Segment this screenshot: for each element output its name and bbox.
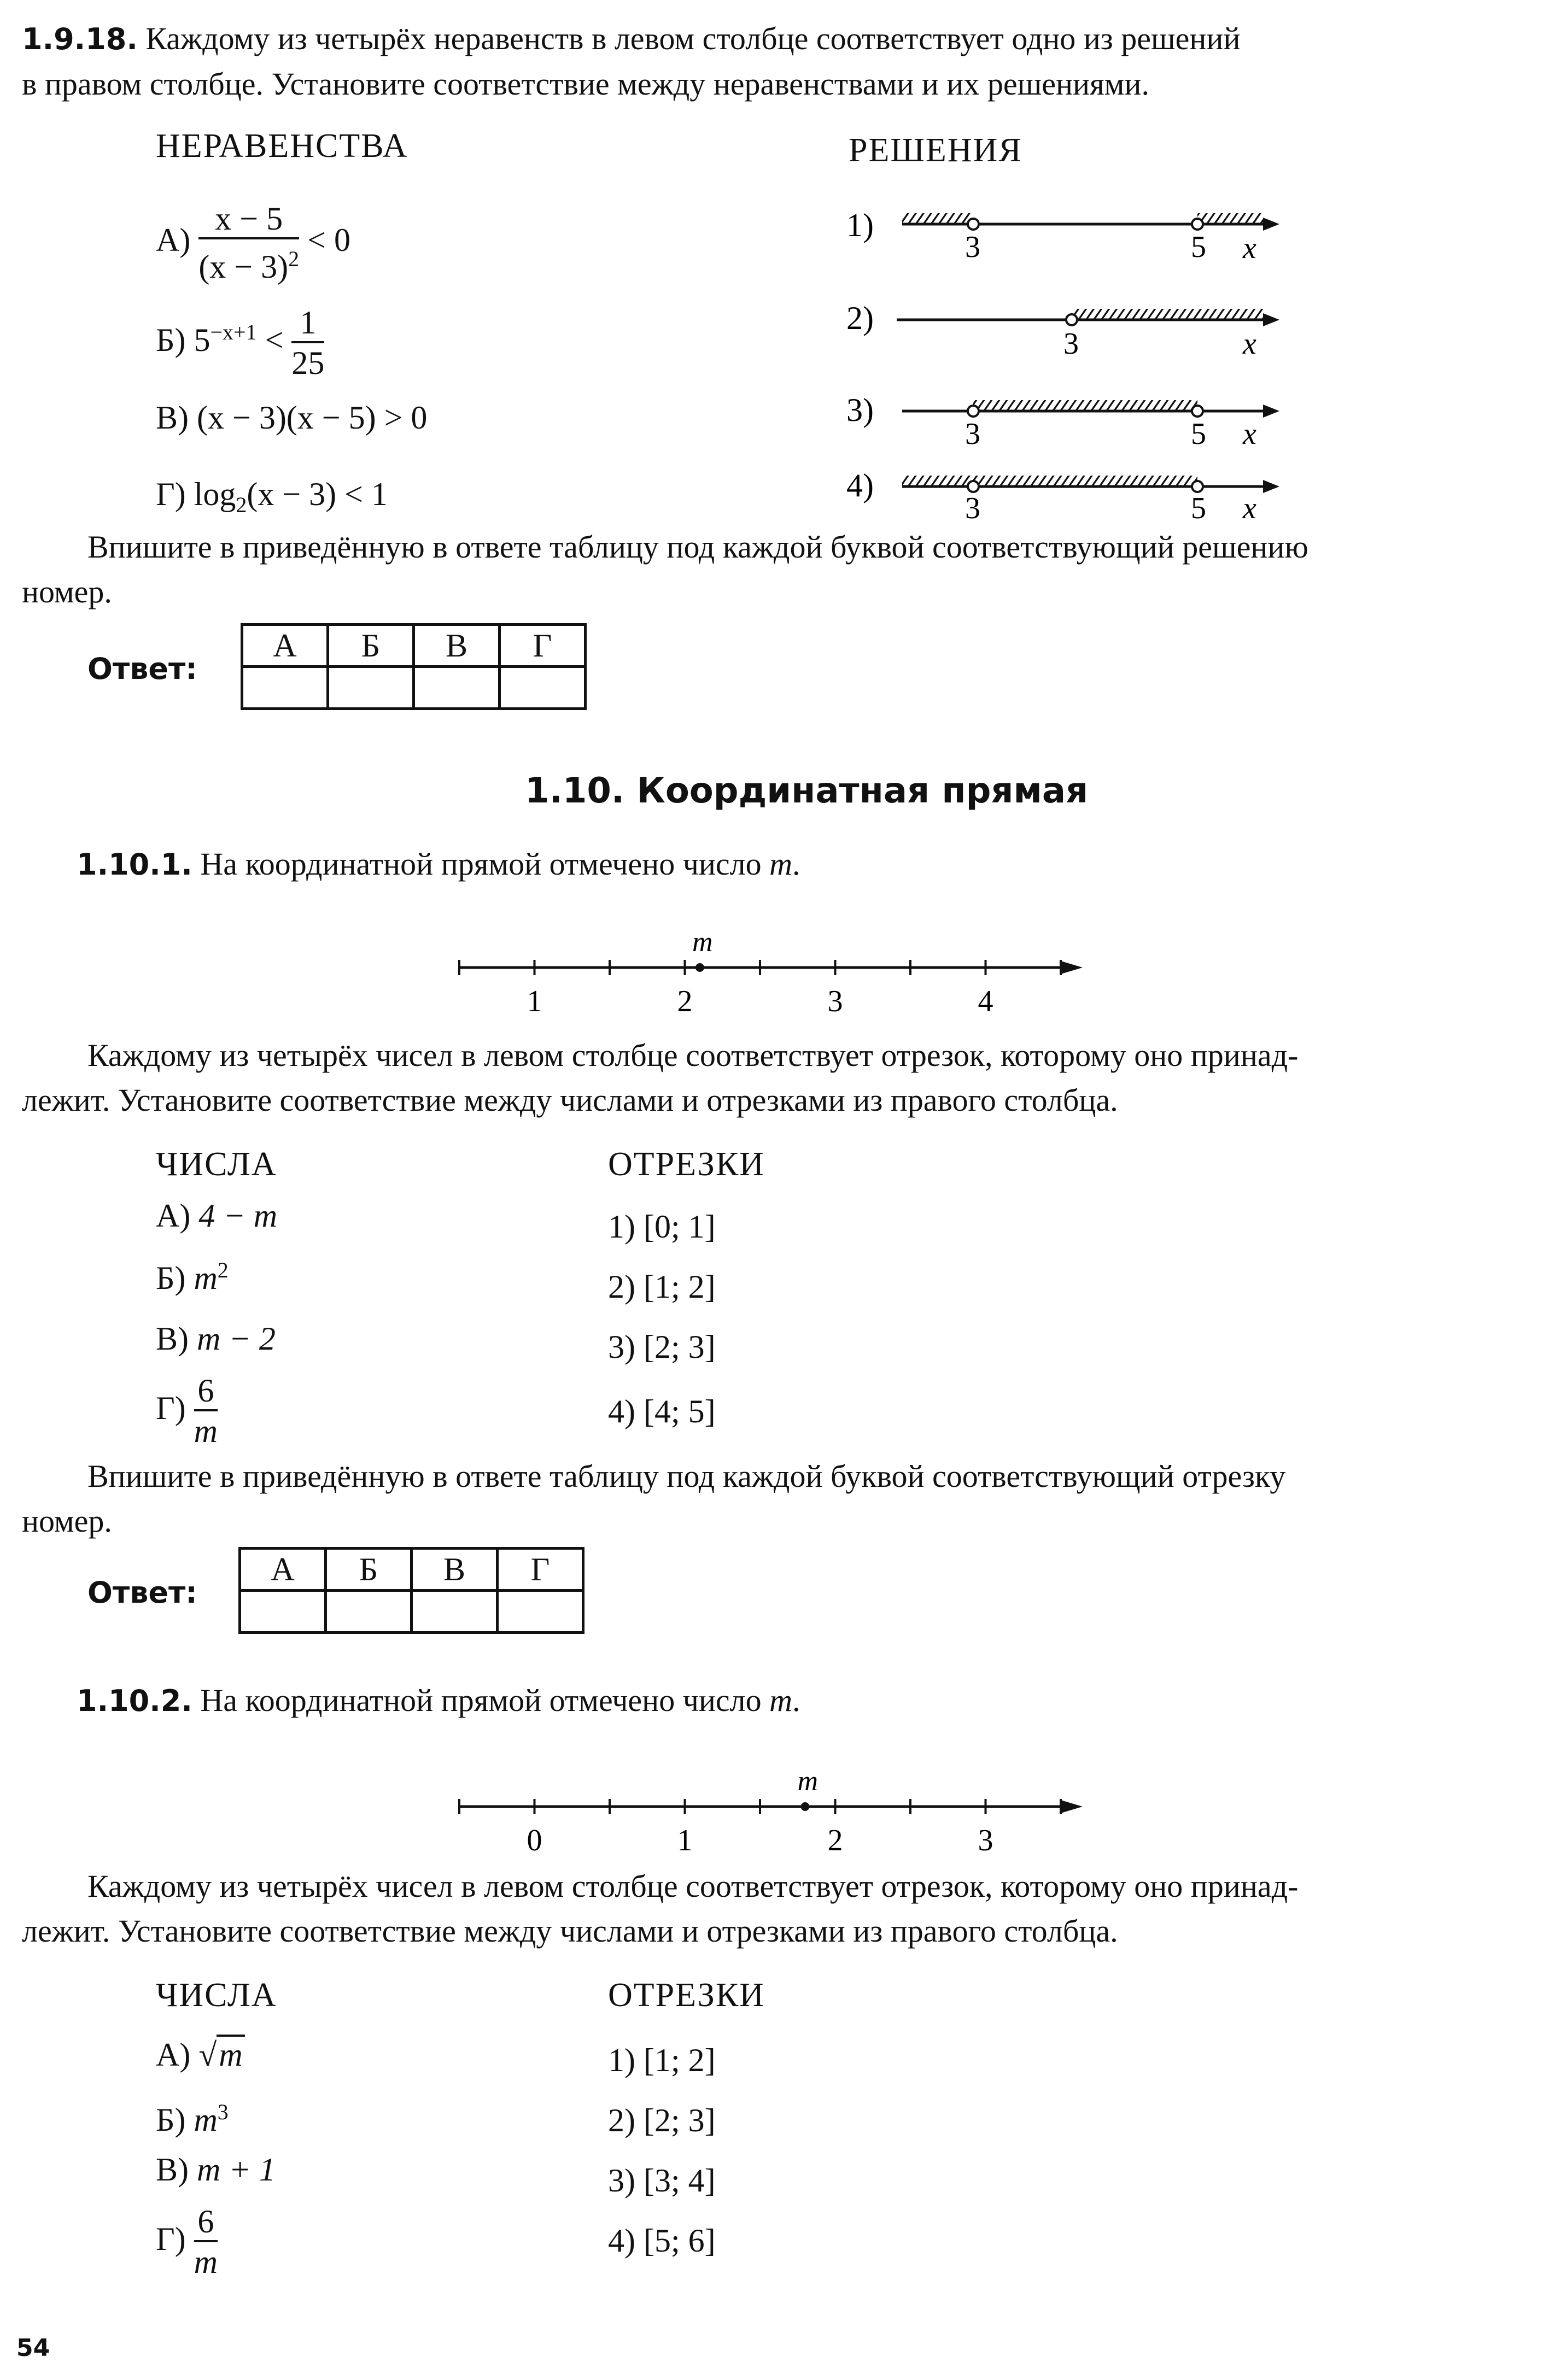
fraction-denominator: m xyxy=(194,1413,218,1449)
tick-label: 3 xyxy=(1063,327,1079,361)
number-b xyxy=(156,2099,229,2139)
log-base: 2 xyxy=(236,493,247,517)
power-base: 5 xyxy=(194,321,211,358)
answer-col-b-header: Б xyxy=(328,625,414,667)
answer-col-c-header: В xyxy=(412,1549,498,1591)
solution-2 xyxy=(846,300,1279,361)
answer-cell-a[interactable] xyxy=(240,1591,326,1633)
fraction-denominator xyxy=(198,239,299,286)
fraction-denominator: m xyxy=(194,2244,218,2280)
sqrt-sign: √ xyxy=(198,2037,217,2073)
section-title: 1.10. Координатная прямая xyxy=(525,771,1089,811)
hatched-region xyxy=(902,476,1197,486)
open-point xyxy=(1192,219,1203,230)
segment-3: 3) [2; 3] xyxy=(608,1329,716,1365)
relation: < xyxy=(256,321,292,358)
hatched-region xyxy=(973,400,1197,411)
open-point xyxy=(968,481,979,492)
answer-cell-c[interactable] xyxy=(412,1591,498,1633)
inequality-a xyxy=(156,200,350,286)
segments-heading: ОТРЕЗКИ xyxy=(608,1146,765,1183)
tick-label: 2 xyxy=(677,984,693,1018)
number-expression: m − 2 xyxy=(197,1321,276,1357)
problem-1-10-2-text xyxy=(77,1678,1498,1724)
tick-label: 3 xyxy=(965,491,980,525)
item-label: В) xyxy=(156,400,189,436)
fraction xyxy=(291,304,324,383)
tick-label: 3 xyxy=(827,984,843,1018)
axis-arrow xyxy=(1263,218,1279,231)
axis-arrow xyxy=(1061,961,1083,974)
period: . xyxy=(792,846,800,882)
denominator-base: (x − 3) xyxy=(198,249,289,285)
fraction xyxy=(194,1372,218,1451)
number-expression: 4 − m xyxy=(198,1198,278,1234)
point-label: m xyxy=(692,927,713,958)
answer-col-b-header: Б xyxy=(326,1549,412,1591)
answer-col-d-header: Г xyxy=(498,1549,583,1591)
problem-id: 1.10.2. xyxy=(77,1684,192,1718)
axis-arrow xyxy=(1263,313,1279,326)
fraction-numerator: 6 xyxy=(194,1372,218,1411)
problem-text-line2: в правом столбце. Установите соответствие между неравенствами и их решениями. xyxy=(22,66,1149,102)
open-point xyxy=(968,406,979,417)
fraction-numerator: 1 xyxy=(291,304,324,343)
tick-label: 2 xyxy=(827,1824,843,1857)
description-1-10-1 xyxy=(22,1033,1531,1123)
fraction-numerator: 6 xyxy=(194,2203,218,2242)
answer-col-c-header: В xyxy=(414,625,500,667)
number-d xyxy=(156,2203,218,2282)
numbers-heading: ЧИСЛА xyxy=(156,1977,277,2014)
marked-point xyxy=(801,1802,810,1811)
hatched-region xyxy=(1197,213,1263,224)
instruction-line2: номер. xyxy=(22,1503,112,1539)
marked-point xyxy=(695,963,704,972)
tick-label: 5 xyxy=(1191,417,1206,451)
axis-arrow xyxy=(1263,405,1279,418)
problem-text: На координатной прямой отмечено число xyxy=(192,846,770,882)
description-line2: лежит. Установите соответствие между числами и отрезками из правого столбца. xyxy=(22,1913,1118,1949)
inequality-tail: < 0 xyxy=(299,221,350,258)
tick-label: 0 xyxy=(527,1824,542,1857)
number-line-2 xyxy=(448,1755,1094,1864)
inequality-b xyxy=(156,304,324,383)
item-label: Г) xyxy=(156,1390,186,1426)
instruction-1-9-18 xyxy=(22,525,1531,614)
segment-1: 1) [1; 2] xyxy=(608,2042,716,2078)
answer-cell-b[interactable] xyxy=(328,667,414,709)
fraction xyxy=(198,200,299,286)
power-exponent: 2 xyxy=(217,1258,229,1282)
tick-label: 1 xyxy=(677,1824,693,1857)
solutions-diagrams xyxy=(842,197,1334,525)
item-label: А) xyxy=(156,221,191,258)
problem-id: 1.9.18. xyxy=(22,22,138,56)
description-line2: лежит. Установите соответствие между числами и отрезками из правого столбца. xyxy=(22,1082,1118,1118)
tick-label: 3 xyxy=(978,1824,993,1857)
answer-cell-d[interactable] xyxy=(500,667,586,709)
power-exponent: 3 xyxy=(217,2100,229,2124)
number-c xyxy=(156,1320,276,1358)
tick-label: 1 xyxy=(527,984,542,1018)
item-label: В) xyxy=(156,1321,189,1357)
segment-1: 1) [0; 1] xyxy=(608,1209,716,1245)
tick-label: 5 xyxy=(1191,230,1206,264)
variable: m xyxy=(769,1683,792,1718)
problem-1-9-18-text xyxy=(22,16,1531,107)
period: . xyxy=(792,1683,800,1718)
solutions-heading: РЕШЕНИЯ xyxy=(849,132,1022,169)
problem-text: На координатной прямой отмечено число xyxy=(192,1683,770,1718)
hatched-region xyxy=(1072,309,1263,320)
segment-3: 3) [3; 4] xyxy=(608,2162,716,2199)
number-line-1 xyxy=(448,924,1094,1033)
inequality-d xyxy=(156,476,388,518)
answer-col-a-header: А xyxy=(240,1549,326,1591)
instruction-line1: Впишите в приведённую в ответе таблицу под каждой буквой соответствующий решению xyxy=(87,529,1308,565)
answer-cell-b[interactable] xyxy=(326,1591,412,1633)
number-c xyxy=(156,2151,276,2189)
item-label: Б) xyxy=(156,1260,186,1296)
axis-variable: x xyxy=(1243,231,1256,265)
point-label: m xyxy=(797,1766,819,1797)
inequality-expression: (x − 3) < 1 xyxy=(247,476,388,512)
answer-col-a-header: А xyxy=(242,625,328,667)
problem-text-line1: Каждому из четырёх неравенств в левом столбце соответствует одно из решений xyxy=(137,21,1241,56)
fraction xyxy=(194,2203,218,2282)
solution-1 xyxy=(846,207,1279,265)
item-label: А) xyxy=(156,1198,191,1234)
answer-label: Ответ: xyxy=(87,1575,197,1610)
axis-variable: x xyxy=(1243,327,1256,361)
open-point xyxy=(1192,406,1203,417)
item-label: Б) xyxy=(156,2102,186,2138)
page-number: 54 xyxy=(16,2334,50,2362)
segment-4: 4) [4; 5] xyxy=(608,1393,716,1429)
instruction-1-10-1 xyxy=(22,1454,1531,1544)
solution-label: 4) xyxy=(846,467,874,503)
problem-1-10-1-text xyxy=(77,842,1498,887)
axis-arrow xyxy=(1263,480,1279,493)
open-point xyxy=(1066,314,1077,325)
answer-cell-c[interactable] xyxy=(414,667,500,709)
problem-id: 1.10.1. xyxy=(77,847,192,882)
instruction-line1: Впишите в приведённую в ответе таблицу под каждой буквой соответствующий отрезку xyxy=(87,1458,1286,1494)
description-line1: Каждому из четырёх чисел в левом столбце соответствует отрезок, которому оно принад- xyxy=(87,1037,1299,1073)
inequalities-heading: НЕРАВЕНСТВА xyxy=(156,127,408,165)
answer-cell-d[interactable] xyxy=(498,1591,583,1633)
axis-variable: x xyxy=(1243,417,1256,451)
item-label: В) xyxy=(156,2152,189,2188)
solution-4 xyxy=(846,467,1279,525)
segments-heading: ОТРЕЗКИ xyxy=(608,1977,765,2014)
inequality-c xyxy=(156,399,427,437)
inequality-expression: (x − 3)(x − 5) > 0 xyxy=(197,400,428,436)
number-a xyxy=(156,2036,245,2074)
denominator-exponent: 2 xyxy=(288,247,300,271)
log-word: log xyxy=(194,476,236,512)
segment-2: 2) [1; 2] xyxy=(608,1269,716,1305)
open-point xyxy=(968,219,979,230)
number-a xyxy=(156,1197,277,1235)
tick-label: 5 xyxy=(1191,491,1206,525)
solution-3 xyxy=(846,392,1279,451)
description-line1: Каждому из четырёх чисел в левом столбце соответствует отрезок, которому оно принад- xyxy=(87,1868,1299,1904)
axis-arrow xyxy=(1061,1800,1083,1813)
number-d xyxy=(156,1372,218,1451)
item-label: Г) xyxy=(156,2220,186,2257)
instruction-line2: номер. xyxy=(22,574,112,609)
number-expression: m + 1 xyxy=(197,2152,276,2188)
open-point xyxy=(1192,481,1203,492)
power-base: m xyxy=(194,2102,218,2138)
tick-label: 3 xyxy=(965,417,980,451)
solution-label: 3) xyxy=(846,392,874,428)
tick-label: 4 xyxy=(978,984,993,1018)
number-b xyxy=(156,1257,229,1297)
item-label: Г) xyxy=(156,476,186,512)
segment-4: 4) [5; 6] xyxy=(608,2223,716,2259)
answer-cell-a[interactable] xyxy=(242,667,328,709)
solution-label: 2) xyxy=(846,300,874,336)
tick-label: 3 xyxy=(965,230,980,264)
item-label: Б) xyxy=(156,321,186,358)
answer-table-1-10-1 xyxy=(238,1547,584,1634)
axis-variable: x xyxy=(1243,491,1256,525)
answer-table-1-9-18 xyxy=(241,623,587,710)
variable: m xyxy=(769,846,792,882)
power-base: m xyxy=(194,1260,218,1296)
sqrt-radicand: m xyxy=(217,2035,244,2073)
fraction-denominator: 25 xyxy=(291,345,325,381)
answer-col-d-header: Г xyxy=(500,625,586,667)
numbers-heading: ЧИСЛА xyxy=(156,1146,277,1183)
power-exponent: −x+1 xyxy=(210,319,257,344)
solution-label: 1) xyxy=(846,207,874,243)
item-label: А) xyxy=(156,2037,191,2073)
answer-label: Ответ: xyxy=(87,652,197,686)
segment-2: 2) [2; 3] xyxy=(608,2102,716,2138)
hatched-region xyxy=(902,213,973,224)
description-1-10-2 xyxy=(22,1864,1531,1954)
fraction-numerator: x − 5 xyxy=(198,200,299,239)
